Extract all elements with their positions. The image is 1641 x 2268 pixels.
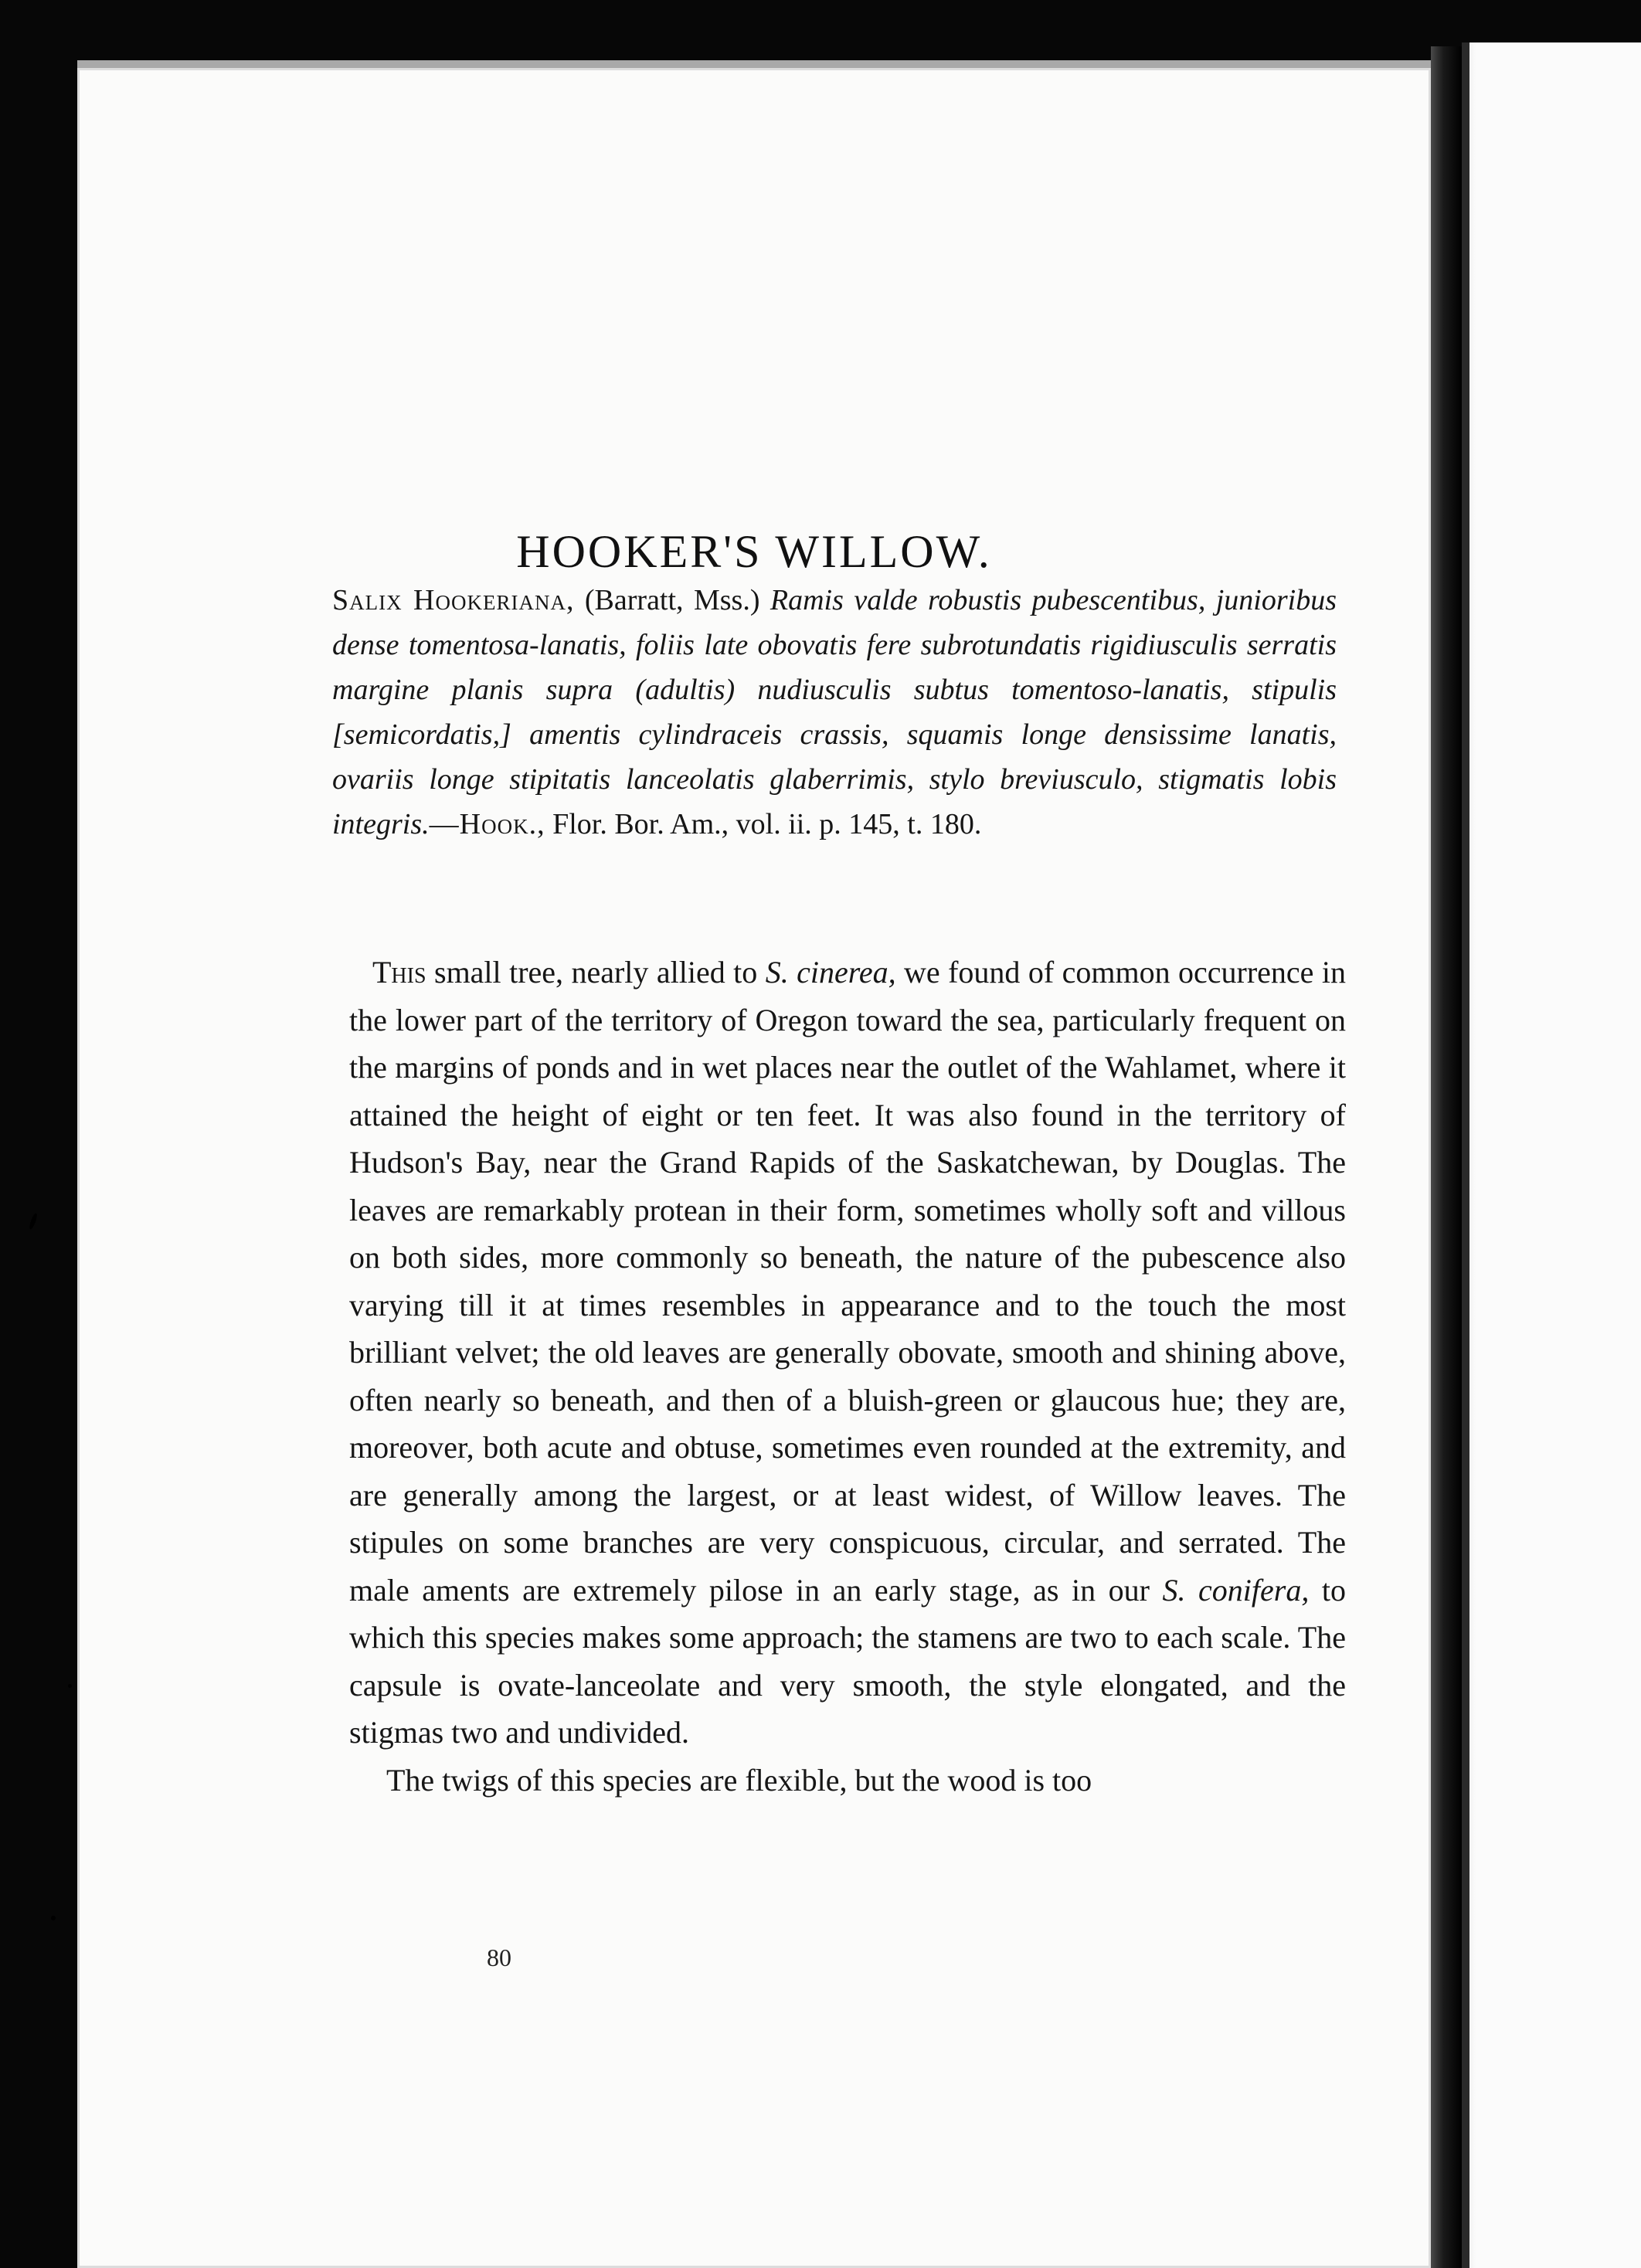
scan-speck: [28, 1213, 38, 1231]
species-name: Salix Hookeriana,: [332, 584, 575, 616]
page-number: 80: [487, 1944, 511, 1971]
paragraph-text: we found of common occurrence in the lower part of the territory of Oregon toward the sea, particularly frequent on the margins of ponds and in wet places near the outlet of the Wahlamet, where it attained the height of eight or ten feet. It was also found in the territory of Hudson's Bay, near the Grand Rapids of the Saskatchewan, by Douglas. The leaves are remarkably protean in their form, sometimes wholly soft and villous on both sides, more commonly so beneath, the nature of the pubescence also varying till it at times resembles in appearance and to the touch the most brilliant velvet; the old leaves are generally obovate, smooth and shining above, often nearly so beneath, and then of a bluish-green or glaucous hue; they are, moreover, both acute and obtuse, sometimes even rounded at the extremity, and are generally among the largest, or at least widest, of Willow leaves. The stipules on some branches are very conspicuous, circular, and serrated. The male aments are extremely pilose in an early stage, as in our: [349, 955, 1346, 1608]
paragraph-text: to which this species makes some approach; the stamens are two to each scale. The capsule is ovate-lanceolate and very smooth, the style elongated, and the stigmas two and undivided.: [349, 1572, 1346, 1750]
species-reference: S. cinerea,: [765, 955, 896, 990]
paragraph-text: small tree, nearly allied to: [426, 955, 766, 990]
scan-speck: [51, 1916, 56, 1920]
citation-author: —Hook.,: [429, 808, 545, 840]
scan-speck: [68, 1684, 72, 1688]
species-authority: (Barratt, Mss.): [574, 584, 770, 616]
page-content: [77, 68, 1431, 2268]
book-page: [77, 68, 1431, 2268]
botanical-synonymy: [332, 578, 1337, 847]
body-text: [349, 949, 1346, 1804]
latin-description: Ramis valde robustis pubescentibus, junioribus dense tomentosa-lanatis, foliis late obovatis fere subrotundatis rigidiusculis serratis margine planis supra (adultis) nudiusculis subtus tomentoso-lanatis, stipulis [semicordatis,] amentis cylindraceis crassis, squamis longe densissime lanatis, ovariis longe stipitatis lanceolatis glaberrimis, stylo breviusculo, stigmatis lobis integris.: [332, 584, 1337, 840]
facing-page-edge: [1462, 42, 1641, 2268]
citation-reference: Flor. Bor. Am., vol. ii. p. 145, t. 180.: [545, 808, 982, 840]
page-title: HOOKER'S WILLOW.: [516, 526, 992, 578]
paragraph-uses: The twigs of this species are flexible, but the wood is too: [386, 1762, 1092, 1798]
gutter-shadow: [1431, 46, 1462, 2268]
paragraph-description: [349, 949, 1346, 1757]
paragraph-lead-word: This: [372, 955, 426, 990]
species-reference: S. conifera,: [1162, 1572, 1310, 1608]
